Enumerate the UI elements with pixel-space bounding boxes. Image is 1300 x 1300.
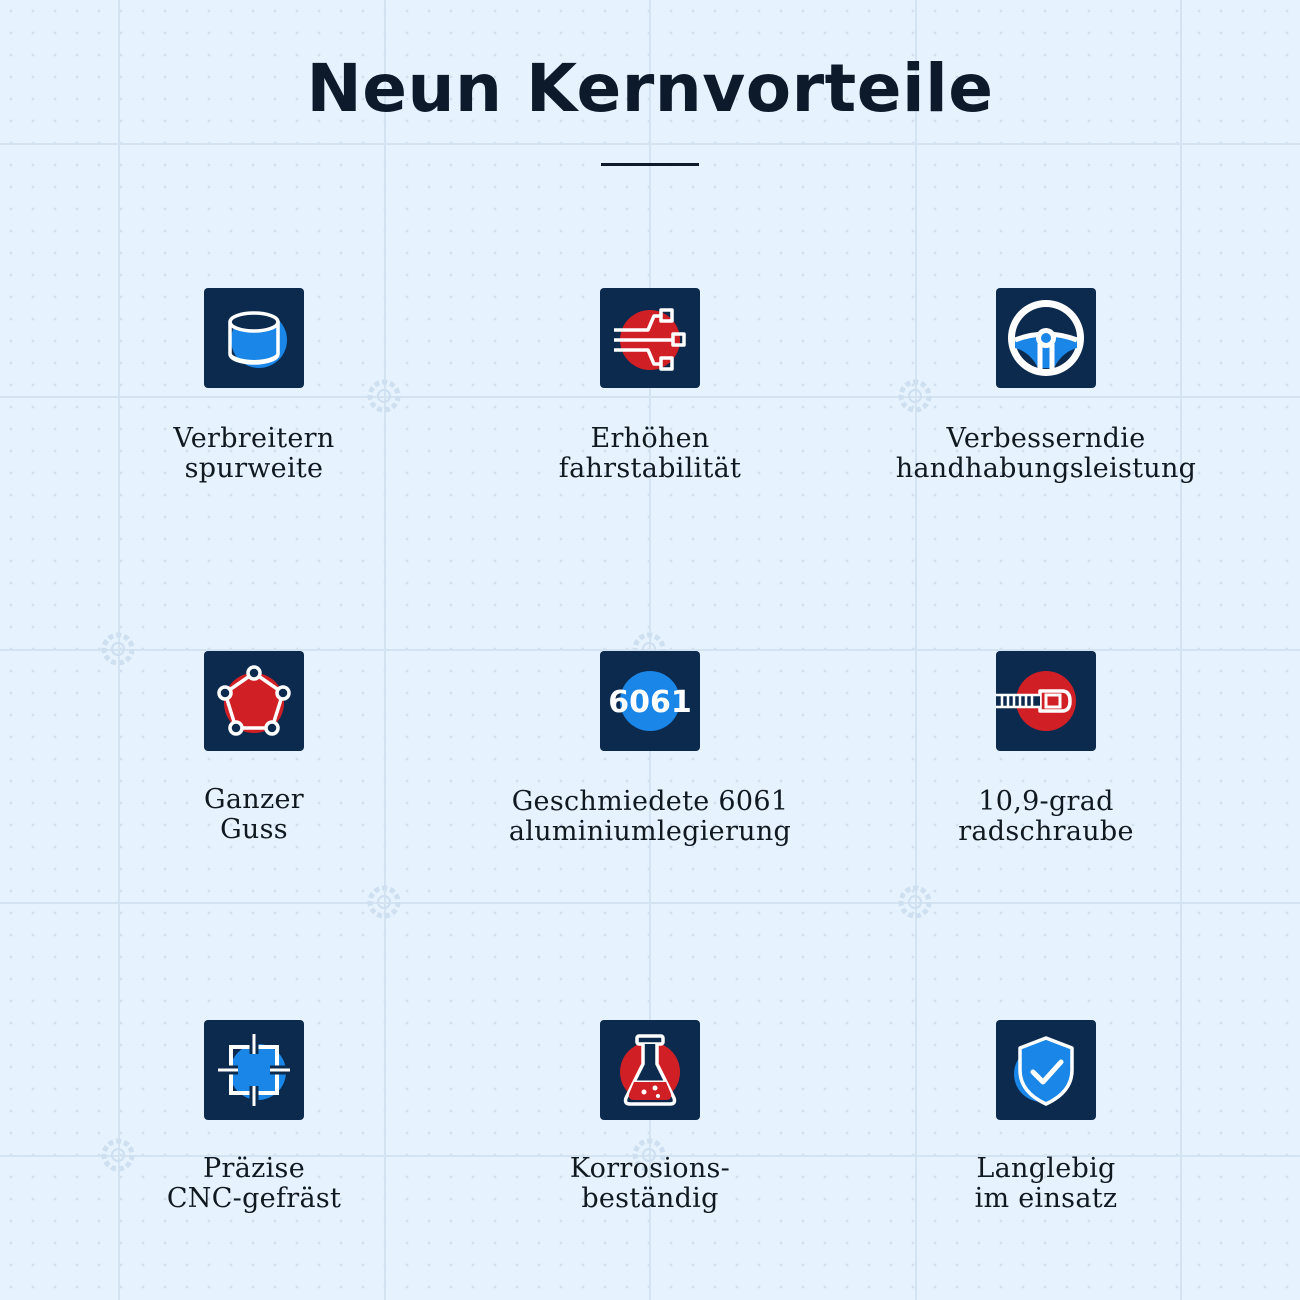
feature-label [470,787,830,847]
feature-label [470,424,830,484]
feature-label-line: 10,9-grad [978,786,1114,817]
feature-label-line: spurweite [184,453,324,484]
feature-card [866,1020,1226,1214]
feature-card [470,1020,830,1214]
feature-card [866,288,1226,484]
feature-label-line: beständig [581,1183,719,1214]
feature-label-line: CNC-gefräst [166,1183,342,1214]
alloy-6061-icon [600,651,700,751]
grid-line [0,902,1300,904]
circuit-icon [600,288,700,388]
feature-label-line: im einsatz [974,1183,1118,1214]
feature-label [470,1154,830,1214]
alloy-grade-text: 6061 [608,685,692,720]
page-title: Neun Kernvorteile [306,50,994,127]
cnc-frame-icon [204,1020,304,1120]
shield-check-icon [996,1020,1096,1120]
cylinder-icon [204,288,304,388]
watermark-gear-icon [895,882,935,922]
title-underline [601,163,699,166]
grid-line [0,143,1300,145]
feature-label-line: radschraube [958,816,1134,847]
feature-label-line: aluminiumlegierung [508,816,792,847]
feature-card [470,288,830,484]
feature-label-line: fahrstabilität [558,453,742,484]
feature-label [866,1154,1226,1214]
flask-icon [600,1020,700,1120]
feature-label-line: Ganzer [204,784,304,815]
pentagon-nodes-icon [204,651,304,751]
feature-label [74,1154,434,1214]
feature-card [74,288,434,484]
feature-label-line: Guss [220,814,288,845]
feature-label [866,424,1226,484]
feature-card [74,1020,434,1214]
feature-card [470,651,830,847]
feature-label-line: Verbesserndie [946,423,1146,454]
feature-card [74,651,434,845]
feature-card [866,651,1226,847]
steering-wheel-icon [996,288,1096,388]
watermark-gear-icon [364,882,404,922]
feature-label-line: Präzise [203,1153,305,1184]
feature-label-line: handhabungsleistung [895,453,1197,484]
feature-label-line: Langlebig [976,1153,1116,1184]
feature-label-line: Geschmiedete 6061 [511,786,789,817]
feature-label [74,424,434,484]
feature-label-line: Verbreitern [173,423,335,454]
feature-label-line: Korrosions- [569,1153,731,1184]
bolt-icon [996,651,1096,751]
feature-label-line: Erhöhen [590,423,710,454]
feature-label [74,785,434,845]
feature-label [866,787,1226,847]
